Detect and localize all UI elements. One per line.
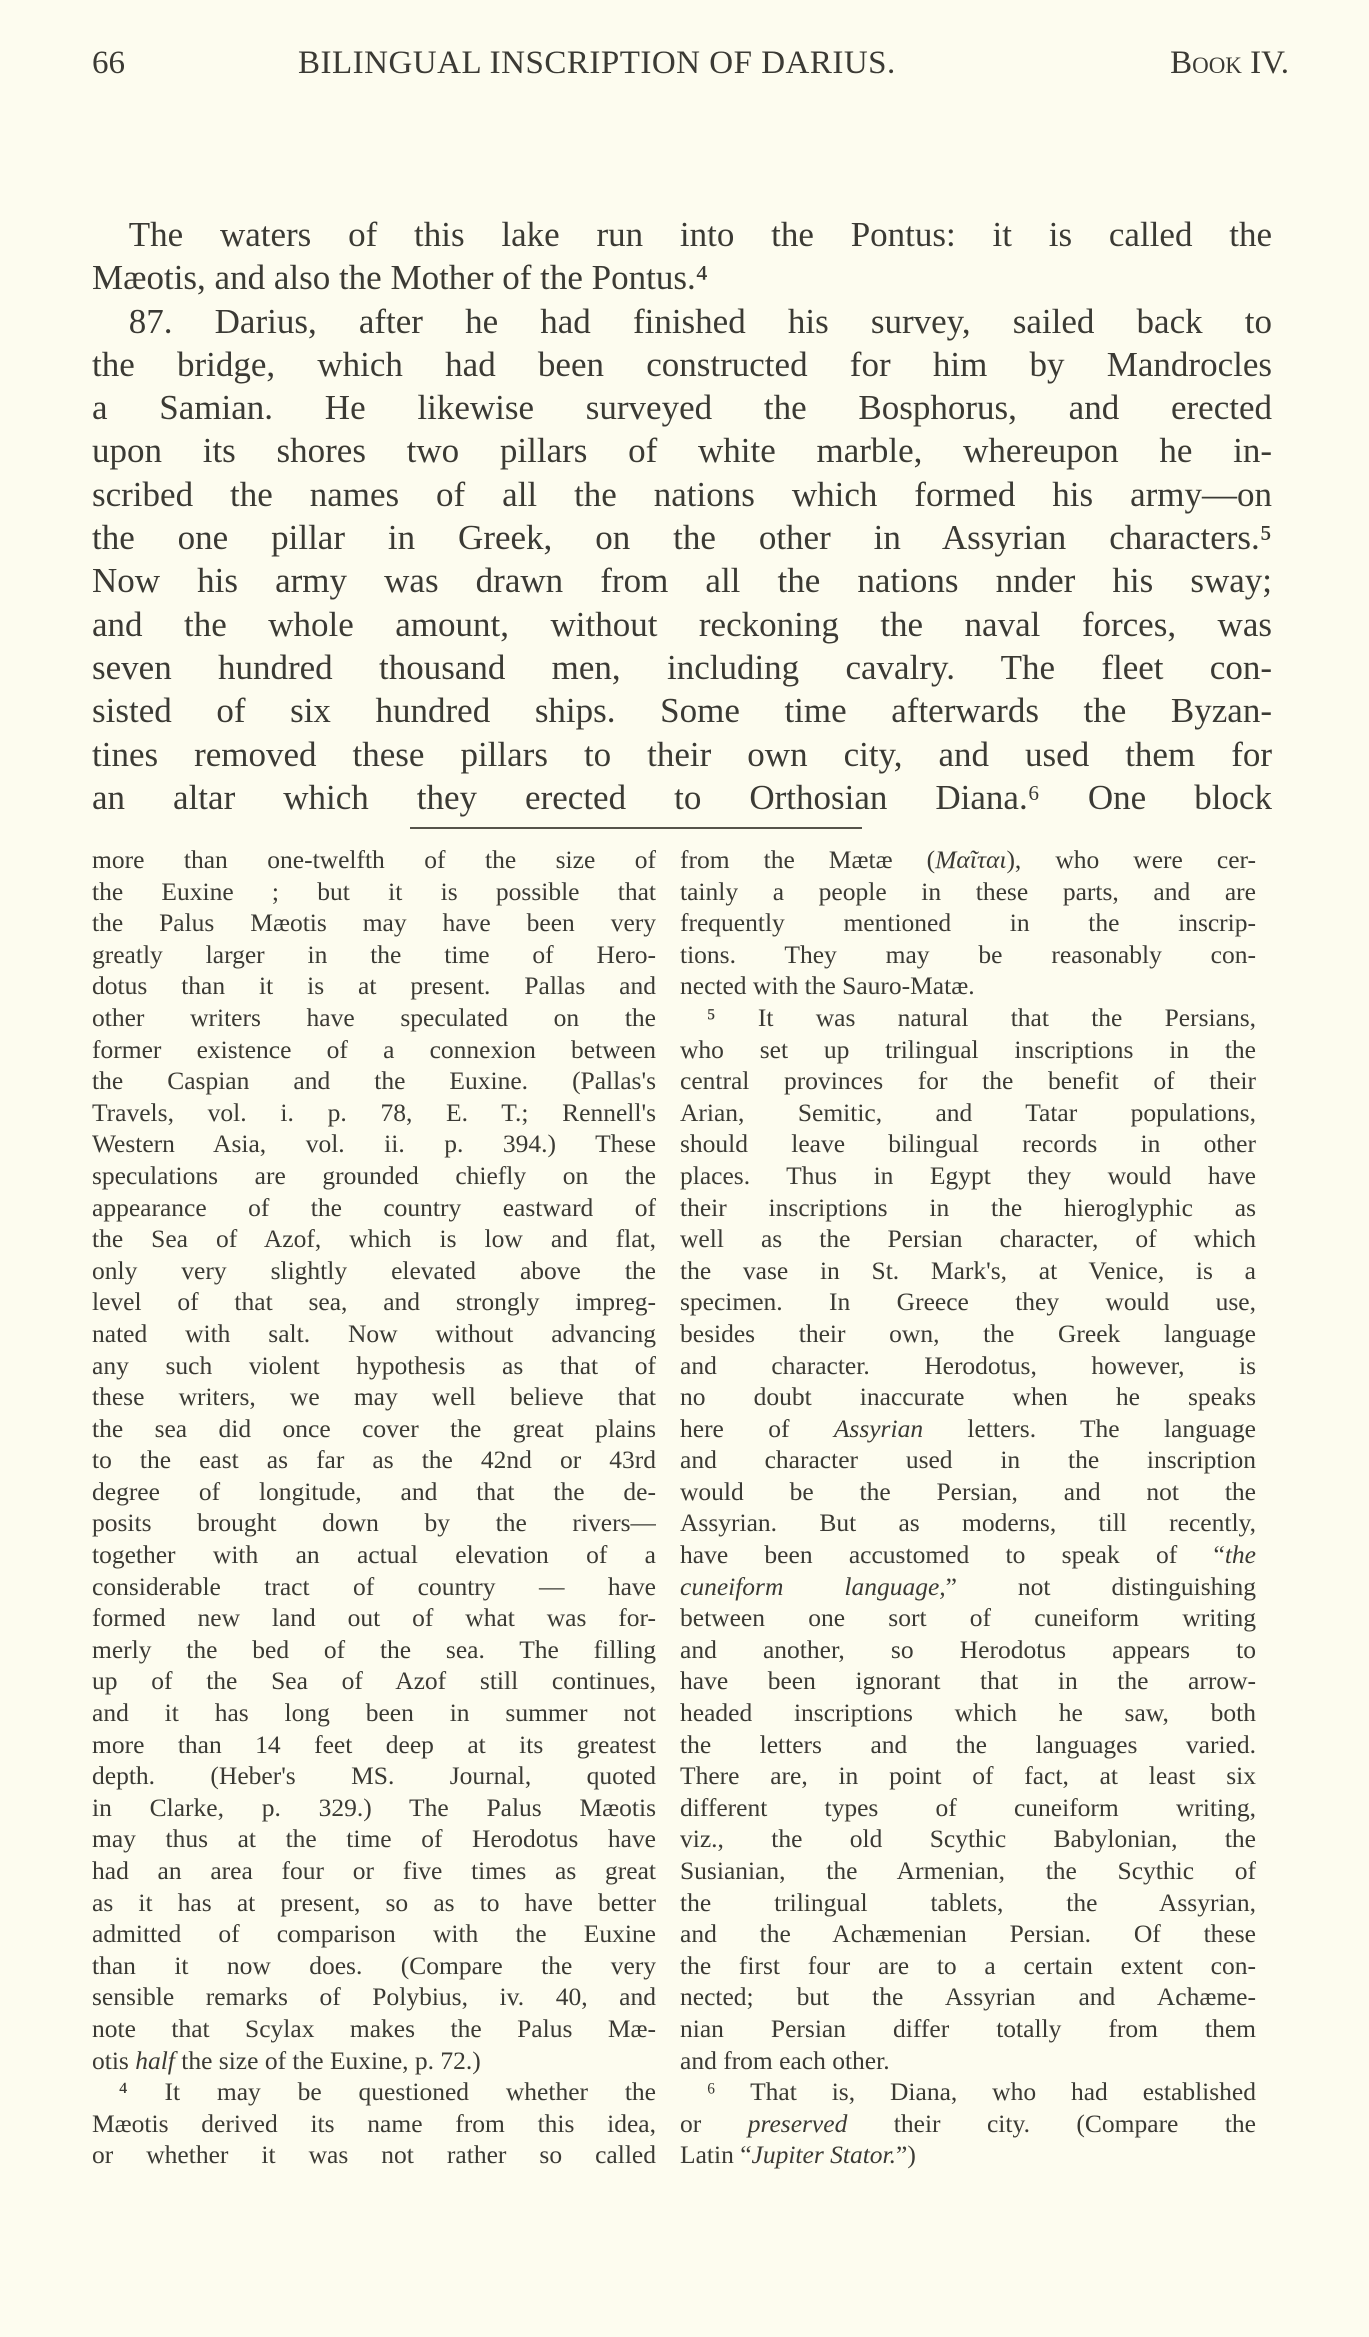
text-segment: otis bbox=[92, 2045, 136, 2075]
book-label: Book IV. bbox=[1170, 45, 1289, 81]
text-line: would be the Persian, and not the bbox=[680, 1476, 1256, 1506]
text-line bbox=[680, 1539, 1256, 1571]
text-line: the trilingual tablets, the Assyrian, bbox=[680, 1887, 1256, 1917]
text-line: dotus than it is at present. Pallas and bbox=[92, 971, 656, 1001]
footnote-divider bbox=[410, 827, 862, 829]
text-line: and from each other. bbox=[680, 2045, 890, 2075]
text-line: and character used in the inscription bbox=[680, 1445, 1256, 1475]
text-line: specimen. In Greece they would use, bbox=[680, 1287, 1256, 1317]
italic-text: Jupiter Stator. bbox=[751, 2140, 897, 2170]
text-line: former existence of a connexion between bbox=[92, 1034, 656, 1064]
text-line: the Caspian and the Euxine. (Pallas's bbox=[92, 1066, 656, 1096]
text-line: and the whole amount, without reckoning the naval forces, was bbox=[92, 604, 1272, 644]
text-line: admitted of comparison with the Euxine bbox=[92, 1919, 656, 1949]
text-line bbox=[680, 2139, 1256, 2171]
text-line: more than 14 feet deep at its greatest bbox=[92, 1729, 656, 1759]
text-line: together with an actual elevation of a bbox=[92, 1540, 656, 1570]
text-segment: ” not distinguishing bbox=[945, 1571, 1256, 1601]
running-title: BILINGUAL INSCRIPTION OF DARIUS. bbox=[298, 45, 896, 81]
text-line: scribed the names of all the nations which formed his army—on bbox=[92, 474, 1272, 514]
text-line: besides their own, the Greek language bbox=[680, 1318, 1256, 1348]
text-line: the Euxine ; but it is possible that bbox=[92, 876, 656, 906]
text-line bbox=[680, 1571, 1256, 1603]
italic-text: preserved bbox=[747, 2108, 848, 2138]
text-line: sisted of six hundred ships. Some time afterwards the Byzan- bbox=[92, 691, 1272, 731]
text-line: note that Scylax makes the Palus Mæ- bbox=[92, 2013, 656, 2043]
text-line: tines removed these pillars to their own city, and used them for bbox=[92, 734, 1272, 774]
text-line: level of that sea, and strongly impreg- bbox=[92, 1287, 656, 1317]
text-line: the bridge, which had been constructed for him by Mandrocles bbox=[92, 344, 1272, 384]
main-text bbox=[92, 213, 1272, 819]
text-line: The waters of this lake run into the Pontus: it is called the bbox=[128, 215, 1272, 254]
text-line: merly the bed of the sea. The filling bbox=[92, 1634, 656, 1664]
text-segment: letters. The language bbox=[923, 1413, 1256, 1443]
text-line: the sea did once cover the great plains bbox=[92, 1413, 656, 1443]
text-line: only very slightly elevated above the bbox=[92, 1255, 656, 1285]
text-line: different types of cuneiform writing, bbox=[680, 1792, 1256, 1822]
text-line: headed inscriptions which he saw, both bbox=[680, 1698, 1256, 1728]
text-line: no doubt inaccurate when he speaks bbox=[680, 1382, 1256, 1412]
text-line: than it now does. (Compare the very bbox=[92, 1950, 656, 1980]
italic-text: cuneiform language, bbox=[680, 1571, 946, 1601]
text-line: Now his army was drawn from all the nations nnder his sway; bbox=[92, 561, 1272, 601]
text-line: posits brought down by the rivers— bbox=[92, 1508, 656, 1538]
text-line: viz., the old Scythic Babylonian, the bbox=[680, 1824, 1256, 1854]
italic-text: half bbox=[135, 2045, 175, 2075]
text-line: between one sort of cuneiform writing bbox=[680, 1603, 1256, 1633]
text-line: tainly a people in these parts, and are bbox=[680, 876, 1256, 906]
text-line: greatly larger in the time of Hero- bbox=[92, 939, 656, 969]
text-line bbox=[680, 844, 1256, 876]
italic-text: the bbox=[1224, 1540, 1256, 1570]
text-segment: from the Mætæ ( bbox=[680, 845, 936, 874]
text-line: Arian, Semitic, and Tatar populations, bbox=[680, 1097, 1256, 1127]
text-line: nected; but the Assyrian and Achæme- bbox=[680, 1982, 1256, 2012]
text-line: Mæotis, and also the Mother of the Pontus.⁴ bbox=[92, 258, 708, 298]
text-line: and another, so Herodotus appears to bbox=[680, 1634, 1256, 1664]
text-line bbox=[680, 2108, 1256, 2140]
text-line: sensible remarks of Polybius, iv. 40, and bbox=[92, 1982, 656, 2012]
text-line: the first four are to a certain extent con- bbox=[680, 1950, 1256, 1980]
text-line: the one pillar in Greek, on the other in Assyrian characters.⁵ bbox=[92, 518, 1272, 558]
text-line: nian Persian differ totally from them bbox=[680, 2013, 1256, 2043]
text-segment: ), who were cer- bbox=[1006, 845, 1256, 874]
text-line: had an area four or five times as great bbox=[92, 1856, 656, 1885]
text-line: places. Thus in Egypt they would have bbox=[680, 1160, 1256, 1190]
text-line: appearance of the country eastward of bbox=[92, 1192, 656, 1222]
text-line: well as the Persian character, of which bbox=[680, 1224, 1256, 1254]
text-segment: ”) bbox=[896, 2140, 916, 2170]
text-line: an altar which they erected to Orthosian Diana.⁶ One block bbox=[92, 777, 1272, 817]
text-line bbox=[92, 2045, 656, 2077]
text-line: and character. Herodotus, however, is bbox=[680, 1350, 1256, 1380]
text-line: 87. Darius, after he had finished his survey, sailed back to bbox=[128, 301, 1272, 341]
page-number: 66 bbox=[92, 45, 125, 81]
italic-text: Μαῖται bbox=[935, 845, 1007, 874]
text-line: who set up trilingual inscriptions in the bbox=[680, 1034, 1256, 1064]
text-line: Assyrian. But as moderns, till recently, bbox=[680, 1508, 1256, 1538]
text-line: the Sea of Azof, which is low and flat, bbox=[92, 1224, 656, 1254]
text-line: their inscriptions in the hieroglyphic as bbox=[680, 1192, 1256, 1222]
text-line: up of the Sea of Azof still continues, bbox=[92, 1666, 656, 1696]
text-line: upon its shores two pillars of white marble, whereupon he in- bbox=[92, 431, 1272, 471]
text-line: Susianian, the Armenian, the Scythic of bbox=[680, 1856, 1256, 1885]
text-line: ⁶ That is, Diana, who had established bbox=[706, 2077, 1256, 2107]
text-segment: the size of the Euxine, p. 72.) bbox=[174, 2045, 481, 2075]
text-line: nected with the Sauro-Matæ. bbox=[680, 971, 975, 1001]
text-line: the vase in St. Mark's, at Venice, is a bbox=[680, 1255, 1256, 1285]
text-line: a Samian. He likewise surveyed the Bosphorus, and erected bbox=[92, 388, 1272, 428]
text-line: considerable tract of country — have bbox=[92, 1571, 656, 1601]
text-line: any such violent hypothesis as that of bbox=[92, 1350, 656, 1380]
text-line: should leave bilingual records in other bbox=[680, 1129, 1256, 1159]
text-line: nated with salt. Now without advancing bbox=[92, 1318, 656, 1348]
text-line: these writers, we may well believe that bbox=[92, 1382, 656, 1412]
text-line: There are, in point of fact, at least six bbox=[680, 1761, 1256, 1791]
text-line: formed new land out of what was for- bbox=[92, 1603, 656, 1633]
text-line: Western Asia, vol. ii. p. 394.) These bbox=[92, 1129, 656, 1159]
text-line: ⁴ It may be questioned whether the bbox=[118, 2077, 656, 2107]
text-line: may thus at the time of Herodotus have bbox=[92, 1824, 656, 1854]
text-line: the Palus Mæotis may have been very bbox=[92, 908, 656, 938]
text-line: Travels, vol. i. p. 78, E. T.; Rennell's bbox=[92, 1097, 656, 1127]
footnotes-right-column bbox=[680, 844, 1256, 2171]
text-segment: their city. (Compare the bbox=[847, 2108, 1256, 2138]
text-line: the letters and the languages varied. bbox=[680, 1729, 1256, 1759]
text-line: degree of longitude, and that the de- bbox=[92, 1476, 656, 1506]
text-line: more than one-twelfth of the size of bbox=[92, 845, 656, 874]
text-line: depth. (Heber's MS. Journal, quoted bbox=[92, 1761, 656, 1791]
text-line: other writers have speculated on the bbox=[92, 1002, 656, 1032]
footnotes-left-column bbox=[92, 844, 656, 2171]
text-line: Mæotis derived its name from this idea, bbox=[92, 2108, 656, 2138]
text-segment: or bbox=[680, 2108, 748, 2138]
text-line: and the Achæmenian Persian. Of these bbox=[680, 1919, 1256, 1949]
text-segment: Latin “ bbox=[680, 2140, 752, 2170]
text-line: speculations are grounded chiefly on the bbox=[92, 1160, 656, 1190]
text-line: have been ignorant that in the arrow- bbox=[680, 1666, 1256, 1696]
text-line: in Clarke, p. 329.) The Palus Mæotis bbox=[92, 1792, 656, 1822]
text-line: and it has long been in summer not bbox=[92, 1698, 656, 1728]
text-line: central provinces for the benefit of their bbox=[680, 1066, 1256, 1096]
text-line: tions. They may be reasonably con- bbox=[680, 939, 1256, 969]
text-line: or whether it was not rather so called bbox=[92, 2140, 656, 2170]
text-line bbox=[680, 1413, 1256, 1445]
text-line: as it has at present, so as to have better bbox=[92, 1887, 656, 1917]
italic-text: Assyrian bbox=[833, 1413, 924, 1443]
text-line: to the east as far as the 42nd or 43rd bbox=[92, 1445, 656, 1475]
text-segment: here of bbox=[680, 1413, 834, 1443]
text-line: ⁵ It was natural that the Persians, bbox=[706, 1002, 1256, 1032]
text-line: seven hundred thousand men, including cavalry. The fleet con- bbox=[92, 647, 1272, 687]
text-line: frequently mentioned in the inscrip- bbox=[680, 908, 1256, 938]
text-segment: have been accustomed to speak of “ bbox=[680, 1540, 1225, 1570]
